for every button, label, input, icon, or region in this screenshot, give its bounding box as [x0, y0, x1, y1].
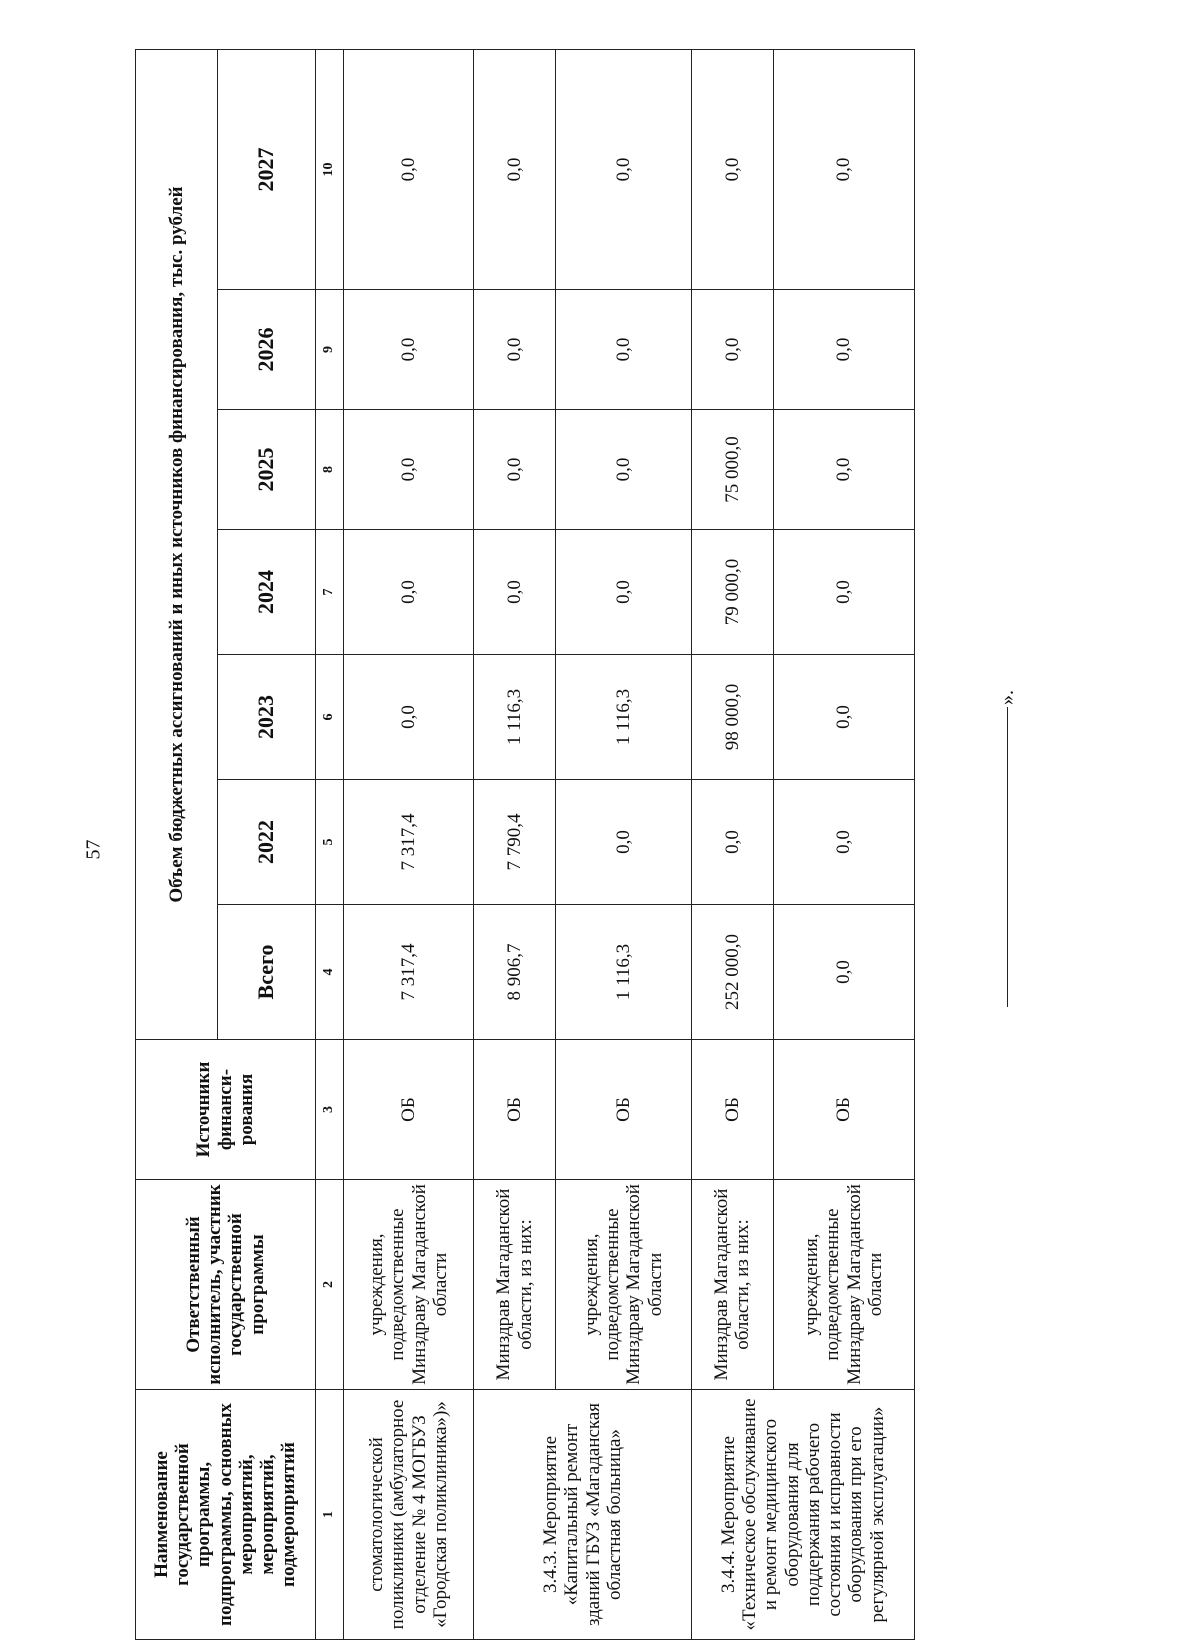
- col-number: 7: [315, 530, 343, 655]
- header-row-1: [136, 49, 218, 1639]
- row-source: ОБ: [474, 1040, 556, 1180]
- row-value: 0,0: [691, 780, 773, 905]
- header-year: 2027: [217, 49, 315, 289]
- row-value: 0,0: [773, 780, 915, 905]
- row-executor: учреждения, подведомственные Минздраву Магаданской области: [555, 1180, 691, 1390]
- row-name: 3.4.3. Мероприятие «Капитальный ремонт зданий ГБУЗ «Магаданская областная больница»: [474, 1390, 692, 1640]
- col-number: 2: [315, 1180, 343, 1390]
- row-name: стоматологической поликлиники (амбулаторное отделение № 4 МОГБУЗ «Городская поликлиника»)»: [343, 1390, 474, 1640]
- row-value: 98 000,0: [691, 655, 773, 780]
- col-number: 8: [315, 410, 343, 530]
- header-year: 2025: [217, 410, 315, 530]
- header-year: 2024: [217, 530, 315, 655]
- col-number: 10: [315, 49, 343, 289]
- row-source: ОБ: [773, 1040, 915, 1180]
- row-value: 0,0: [343, 530, 474, 655]
- header-year: 2023: [217, 655, 315, 780]
- col-number: 9: [315, 290, 343, 410]
- header-col1: Наименование государственной программы, подпрограммы, основных мероприятий, мероприятий, подмероприятий: [136, 1390, 316, 1640]
- row-value: 0,0: [474, 410, 556, 530]
- rotated-table-wrapper: [135, 50, 915, 1640]
- closing-rule: [1007, 707, 1008, 1007]
- row-value: 0,0: [773, 655, 915, 780]
- row-value: 0,0: [773, 49, 915, 289]
- row-value: 1 116,3: [555, 655, 691, 780]
- row-value: 252 000,0: [691, 905, 773, 1040]
- row-executor: учреждения, подведомственные Минздраву Магаданской области: [773, 1180, 915, 1390]
- row-value: 0,0: [773, 530, 915, 655]
- col-number: 4: [315, 905, 343, 1040]
- row-value: 0,0: [474, 290, 556, 410]
- row-value: 0,0: [474, 530, 556, 655]
- col-number: 6: [315, 655, 343, 780]
- row-source: ОБ: [555, 1040, 691, 1180]
- row-value: 0,0: [555, 49, 691, 289]
- row-value: 0,0: [474, 49, 556, 289]
- row-value: 0,0: [773, 410, 915, 530]
- funding-table: [135, 49, 915, 1640]
- row-value: 8 906,7: [474, 905, 556, 1040]
- row-value: 7 317,4: [343, 905, 474, 1040]
- row-value: 0,0: [691, 49, 773, 289]
- column-numbers-row: [315, 49, 343, 1639]
- row-value: 0,0: [343, 290, 474, 410]
- header-col2: Ответственный исполнитель, участник государственной программы: [136, 1180, 316, 1390]
- row-executor: Минздрав Магаданской области, из них:: [474, 1180, 556, 1390]
- row-value: 0,0: [691, 290, 773, 410]
- table-row: [474, 49, 556, 1639]
- table-row: [343, 49, 474, 1639]
- row-value: 0,0: [555, 410, 691, 530]
- row-executor: учреждения, подведомственные Минздраву Магаданской области: [343, 1180, 474, 1390]
- header-year: 2022: [217, 780, 315, 905]
- row-source: ОБ: [343, 1040, 474, 1180]
- closing-mark: ».: [996, 690, 1018, 705]
- header-year: 2026: [217, 290, 315, 410]
- page-number: 57: [82, 839, 105, 860]
- col-number: 1: [315, 1390, 343, 1640]
- row-value: 7 317,4: [343, 780, 474, 905]
- col-number: 5: [315, 780, 343, 905]
- header-year: Всего: [217, 905, 315, 1040]
- row-source: ОБ: [691, 1040, 773, 1180]
- row-value: 79 000,0: [691, 530, 773, 655]
- row-value: 0,0: [343, 410, 474, 530]
- row-value: 1 116,3: [474, 655, 556, 780]
- row-value: 0,0: [343, 49, 474, 289]
- row-value: 0,0: [555, 780, 691, 905]
- row-value: 0,0: [555, 290, 691, 410]
- header-col3: Источники финанси-рования: [136, 1040, 316, 1180]
- row-value: 0,0: [773, 290, 915, 410]
- row-value: 0,0: [555, 530, 691, 655]
- col-number: 3: [315, 1040, 343, 1180]
- row-value: 0,0: [773, 905, 915, 1040]
- row-name: 3.4.4. Мероприятие «Техническое обслуживание и ремонт медицинского оборудования для поддержания рабочего состояния и исправности оборудования при его регулярной эксплуатации»: [691, 1390, 914, 1640]
- row-value: 1 116,3: [555, 905, 691, 1040]
- row-value: 75 000,0: [691, 410, 773, 530]
- table-row: [691, 49, 773, 1639]
- row-value: 0,0: [343, 655, 474, 780]
- row-value: 7 790,4: [474, 780, 556, 905]
- row-executor: Минздрав Магаданской области, из них:: [691, 1180, 773, 1390]
- header-funding-group: Объем бюджетных ассигнований и иных источников финансирования, тыс. рублей: [136, 49, 218, 1039]
